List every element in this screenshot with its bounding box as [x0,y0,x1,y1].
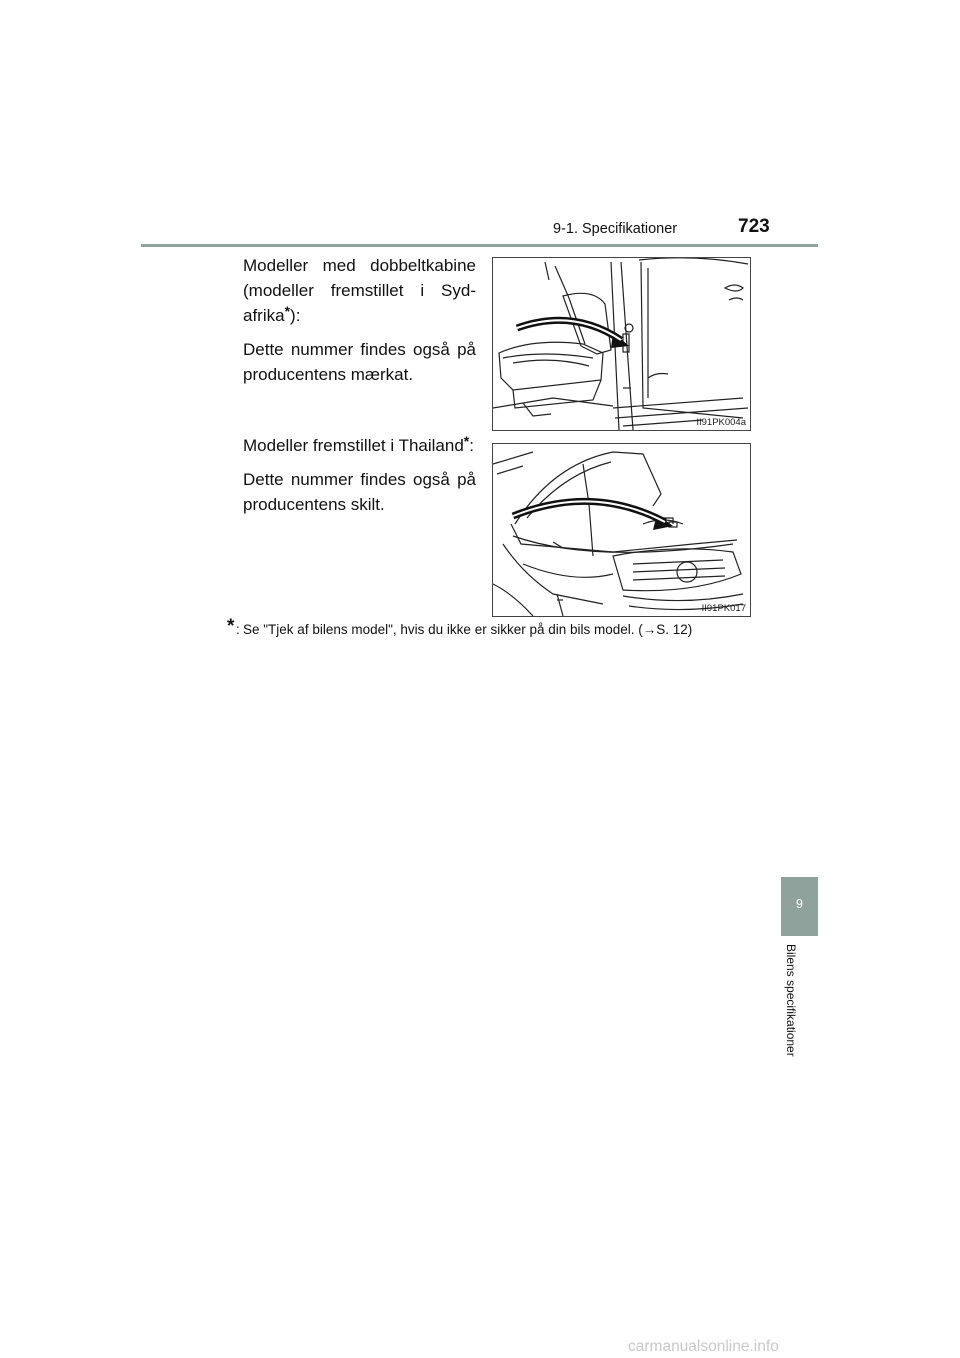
engine-bay-illustration [493,444,750,616]
heading-text: Modeller med dobbeltkabine (modeller fremstillet i Syd-afrika [243,256,476,325]
heading-text: Modeller fremstillet i Thailand [243,436,464,455]
block-heading [243,433,476,458]
header-section-title: 9-1. Specifikationer [553,221,678,237]
header-divider [141,244,818,247]
block-double-cab [243,253,476,387]
watermark-text: carmanualsonline.info [628,1338,779,1355]
footnote-asterisk: * [227,616,235,637]
footnote [227,616,747,639]
footnote-text: Se "Tjek af bilens model", hvis du ikke er sikker på din bils model. (→S. 12) [243,622,693,637]
asterisk-marker: * [284,303,291,319]
block-heading [243,253,476,328]
chapter-label-text: Bilens specifikationer [784,944,798,1057]
figure-door-pillar-label [492,257,751,431]
chapter-label [786,944,810,1094]
heading-suffix: : [469,436,474,455]
block-body: Dette nummer findes også på producentens skilt. [243,470,476,514]
heading-suffix: ): [290,306,301,325]
block-thailand [243,433,476,517]
figure-engine-bay-plate [492,443,751,617]
chapter-tab[interactable] [781,877,818,936]
asterisk-marker: * [463,433,470,449]
block-body: Dette nummer findes også på producentens mærkat. [243,340,476,384]
page-number: 723 [738,216,770,237]
chapter-number: 9 [796,897,803,911]
figure-code: II91PK017 [701,603,746,614]
figure-code: II91PK004a [696,417,746,428]
door-pillar-illustration [493,258,750,430]
footnote-colon: : [236,622,240,637]
